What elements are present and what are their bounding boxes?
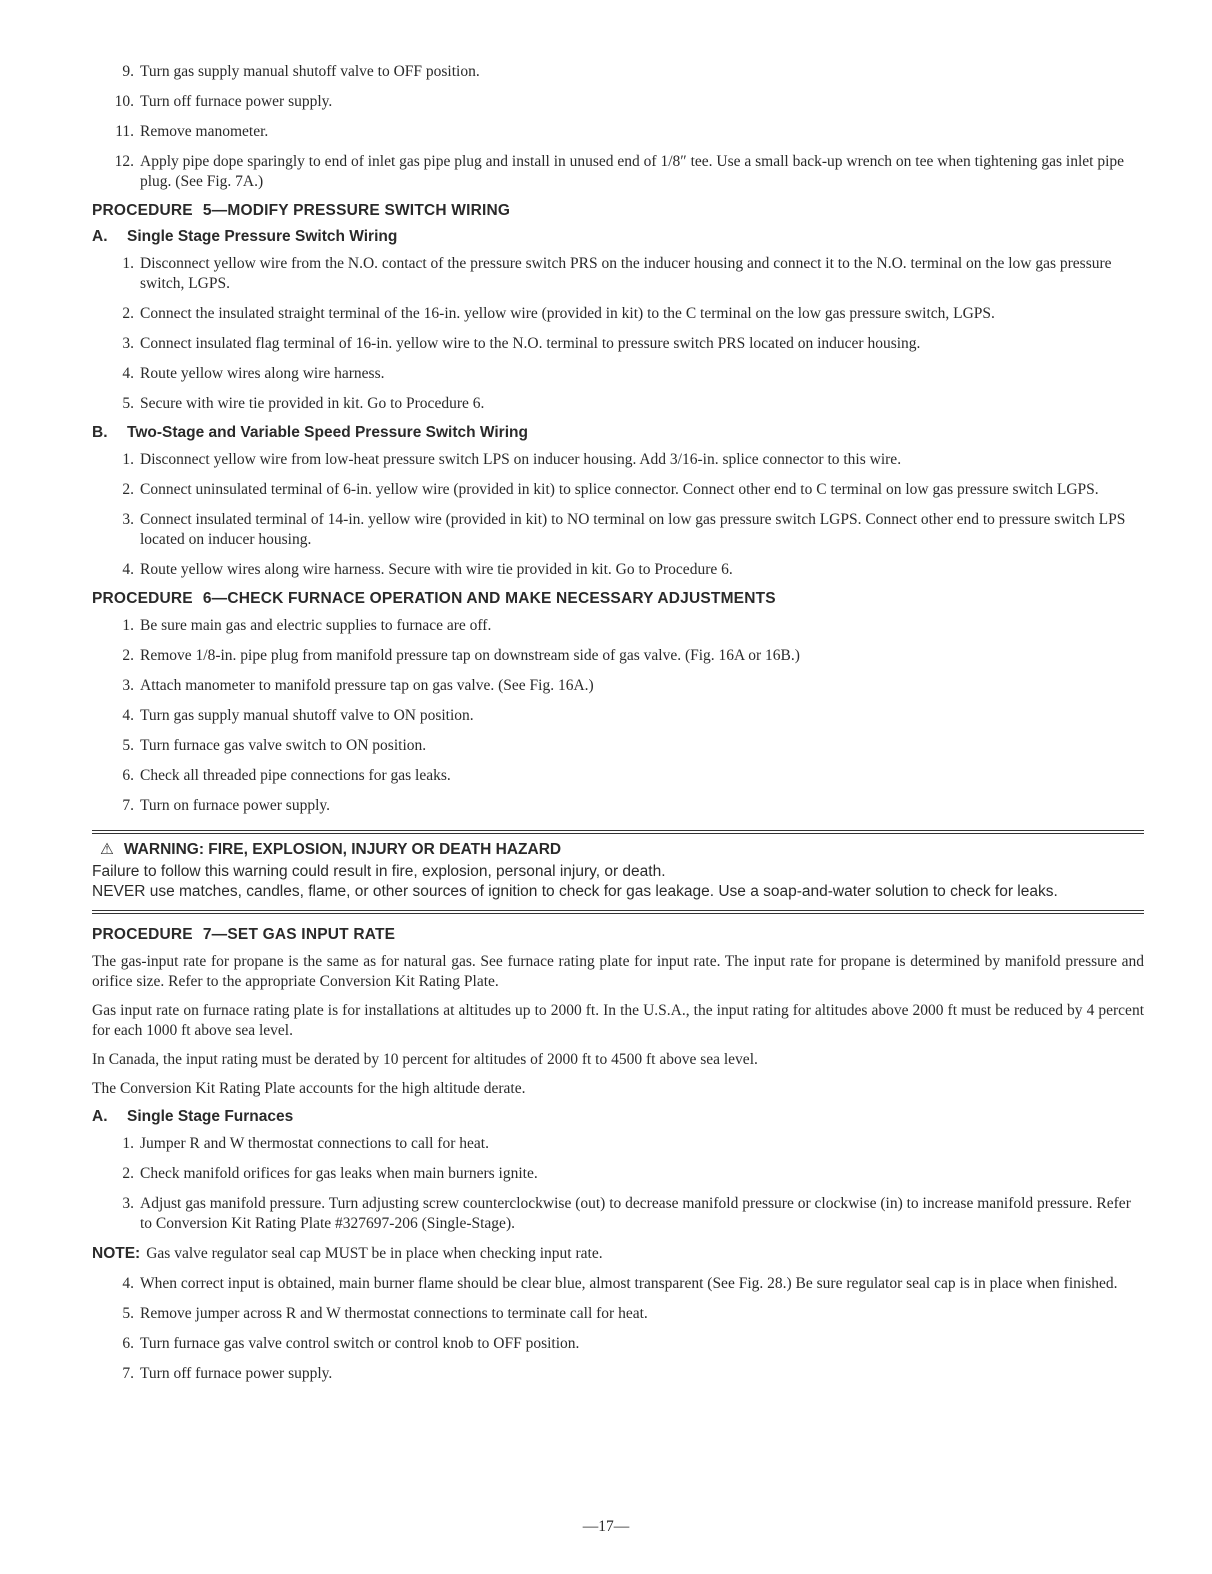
list-item bbox=[92, 510, 1144, 550]
step-text: Route yellow wires along wire harness. bbox=[140, 365, 385, 382]
document-page bbox=[92, 62, 1144, 1394]
step-text: Connect insulated terminal of 14-in. yellow wire (provided in kit) to NO terminal on low gas pressure switch LGPS. Connect other end to pressure switch LPS located on inducer housing. bbox=[140, 511, 1126, 548]
note-label: NOTE: bbox=[92, 1245, 141, 1262]
procedure-title: 7—SET GAS INPUT RATE bbox=[202, 926, 396, 943]
section-title: Two-Stage and Variable Speed Pressure Switch Wiring bbox=[127, 424, 528, 441]
step-text: Connect the insulated straight terminal of the 16-in. yellow wire (provided in kit) to the C terminal on the low gas pressure switch, LGPS. bbox=[140, 305, 995, 322]
list-item bbox=[92, 1194, 1144, 1234]
step-text: Turn gas supply manual shutoff valve to ON position. bbox=[140, 707, 474, 724]
list-item bbox=[92, 254, 1144, 294]
procedure-5-heading bbox=[92, 202, 1144, 220]
procedure-5a-steps bbox=[92, 254, 1144, 414]
step-number: 2. bbox=[122, 1165, 134, 1182]
warning-title-text: WARNING: FIRE, EXPLOSION, INJURY OR DEATH HAZARD bbox=[123, 841, 562, 858]
section-title: Single Stage Pressure Switch Wiring bbox=[127, 228, 398, 245]
procedure-7a-steps-continued bbox=[92, 1274, 1144, 1384]
warning-line-2: NEVER use matches, candles, flame, or other sources of ignition to check for gas leakage. Use a soap-and-water solution to check for leaks. bbox=[92, 883, 1058, 900]
procedure-7-heading bbox=[92, 926, 1144, 944]
list-item bbox=[92, 480, 1144, 500]
procedure-title: 5—MODIFY PRESSURE SWITCH WIRING bbox=[202, 202, 511, 219]
list-item bbox=[92, 92, 1144, 112]
step-number: 12. bbox=[114, 153, 134, 170]
step-number: 4. bbox=[122, 561, 134, 578]
list-item bbox=[92, 766, 1144, 786]
procedure-5b-steps bbox=[92, 450, 1144, 580]
section-title: Single Stage Furnaces bbox=[127, 1108, 294, 1125]
list-item bbox=[92, 122, 1144, 142]
step-number: 10. bbox=[114, 93, 134, 110]
step-text: When correct input is obtained, main burner flame should be clear blue, almost transparent (See Fig. 28.) Be sure regulator seal cap is in place when finished. bbox=[140, 1275, 1118, 1292]
paragraph: The Conversion Kit Rating Plate accounts for the high altitude derate. bbox=[92, 1080, 526, 1097]
procedure-6-steps bbox=[92, 616, 1144, 816]
list-item bbox=[92, 152, 1144, 192]
page-number: —17— bbox=[582, 1518, 630, 1535]
step-number: 4. bbox=[122, 365, 134, 382]
list-item bbox=[92, 1334, 1144, 1354]
procedure-label: PROCEDURE bbox=[92, 590, 193, 607]
list-item bbox=[92, 62, 1144, 82]
section-a-heading bbox=[92, 1108, 1144, 1126]
section-letter: A. bbox=[92, 228, 108, 245]
step-number: 3. bbox=[122, 1195, 134, 1212]
step-text: Check all threaded pipe connections for gas leaks. bbox=[140, 767, 451, 784]
note-text: Gas valve regulator seal cap MUST be in place when checking input rate. bbox=[146, 1245, 603, 1262]
step-number: 11. bbox=[115, 123, 134, 140]
step-number: 3. bbox=[122, 335, 134, 352]
step-number: 7. bbox=[122, 1365, 134, 1382]
step-text: Turn furnace gas valve switch to ON position. bbox=[140, 737, 427, 754]
step-number: 7. bbox=[122, 797, 134, 814]
list-item bbox=[92, 1364, 1144, 1384]
list-item bbox=[92, 676, 1144, 696]
procedure-7-paragraphs bbox=[92, 952, 1144, 1099]
list-item bbox=[92, 616, 1144, 636]
step-text: Turn off furnace power supply. bbox=[140, 1365, 333, 1382]
list-item bbox=[92, 1304, 1144, 1324]
step-number: 1. bbox=[122, 451, 134, 468]
paragraph: In Canada, the input rating must be derated by 10 percent for altitudes of 2000 ft to 4500 ft above sea level. bbox=[92, 1051, 758, 1068]
step-number: 1. bbox=[122, 1135, 134, 1152]
step-text: Disconnect yellow wire from the N.O. contact of the pressure switch PRS on the inducer housing and connect it to the N.O. terminal on the low gas pressure switch, LGPS. bbox=[140, 255, 1112, 292]
step-text: Turn gas supply manual shutoff valve to OFF position. bbox=[140, 63, 480, 80]
step-text: Apply pipe dope sparingly to end of inlet gas pipe plug and install in unused end of 1/8″ tee. Use a small back-up wrench on tee when tightening gas inlet pipe plug. (See Fig. 7A.) bbox=[140, 153, 1125, 190]
note bbox=[92, 1244, 1144, 1264]
list-item bbox=[92, 364, 1144, 384]
step-number: 6. bbox=[122, 1335, 134, 1352]
step-number: 4. bbox=[122, 1275, 134, 1292]
list-item bbox=[92, 1134, 1144, 1154]
list-item bbox=[92, 450, 1144, 470]
warning-triangle-icon: ⚠ bbox=[100, 841, 114, 858]
step-number: 2. bbox=[122, 647, 134, 664]
step-text: Attach manometer to manifold pressure tap on gas valve. (See Fig. 16A.) bbox=[140, 677, 594, 694]
step-text: Turn on furnace power supply. bbox=[140, 797, 330, 814]
warning-line-1: Failure to follow this warning could result in fire, explosion, personal injury, or death. bbox=[92, 863, 666, 880]
list-item bbox=[92, 1274, 1144, 1294]
step-text: Be sure main gas and electric supplies to furnace are off. bbox=[140, 617, 492, 634]
step-number: 5. bbox=[122, 1305, 134, 1322]
procedure-label: PROCEDURE bbox=[92, 926, 193, 943]
warning-title bbox=[100, 840, 1144, 859]
step-text: Turn off furnace power supply. bbox=[140, 93, 333, 110]
procedure-title: 6—CHECK FURNACE OPERATION AND MAKE NECESSARY ADJUSTMENTS bbox=[202, 590, 776, 607]
section-letter: B. bbox=[92, 424, 108, 441]
list-item bbox=[92, 560, 1144, 580]
step-number: 9. bbox=[122, 63, 134, 80]
step-text: Jumper R and W thermostat connections to call for heat. bbox=[140, 1135, 489, 1152]
continued-steps-list bbox=[92, 62, 1144, 192]
section-a-heading bbox=[92, 228, 1144, 246]
step-number: 3. bbox=[122, 511, 134, 528]
step-number: 6. bbox=[122, 767, 134, 784]
step-text: Turn furnace gas valve control switch or control knob to OFF position. bbox=[140, 1335, 580, 1352]
list-item bbox=[92, 394, 1144, 414]
step-text: Remove manometer. bbox=[140, 123, 269, 140]
list-item bbox=[92, 796, 1144, 816]
step-number: 3. bbox=[122, 677, 134, 694]
step-text: Secure with wire tie provided in kit. Go to Procedure 6. bbox=[140, 395, 485, 412]
step-number: 1. bbox=[122, 617, 134, 634]
step-text: Connect insulated flag terminal of 16-in. yellow wire to the N.O. terminal to pressure switch PRS located on inducer housing. bbox=[140, 335, 921, 352]
list-item bbox=[92, 334, 1144, 354]
list-item bbox=[92, 736, 1144, 756]
step-number: 4. bbox=[122, 707, 134, 724]
step-number: 2. bbox=[122, 305, 134, 322]
procedure-label: PROCEDURE bbox=[92, 202, 193, 219]
list-item bbox=[92, 706, 1144, 726]
section-letter: A. bbox=[92, 1108, 108, 1125]
step-text: Check manifold orifices for gas leaks when main burners ignite. bbox=[140, 1165, 538, 1182]
step-text: Remove 1/8-in. pipe plug from manifold pressure tap on downstream side of gas valve. (Fig. 16A or 16B.) bbox=[140, 647, 800, 664]
step-number: 5. bbox=[122, 737, 134, 754]
section-b-heading bbox=[92, 424, 1144, 442]
step-number: 5. bbox=[122, 395, 134, 412]
step-text: Remove jumper across R and W thermostat connections to terminate call for heat. bbox=[140, 1305, 648, 1322]
procedure-6-heading bbox=[92, 590, 1144, 608]
step-text: Disconnect yellow wire from low-heat pressure switch LPS on inducer housing. Add 3/16-in. splice connector to this wire. bbox=[140, 451, 902, 468]
warning-box bbox=[92, 830, 1144, 914]
step-number: 1. bbox=[122, 255, 134, 272]
step-text: Route yellow wires along wire harness. Secure with wire tie provided in kit. Go to Procedure 6. bbox=[140, 561, 733, 578]
list-item bbox=[92, 304, 1144, 324]
list-item bbox=[92, 646, 1144, 666]
procedure-7a-steps bbox=[92, 1134, 1144, 1234]
paragraph: The gas-input rate for propane is the same as for natural gas. See furnace rating plate for input rate. The input rate for propane is determined by manifold pressure and orifice size. Refer to the appropriate Conversion Kit Rating Plate. bbox=[92, 953, 1144, 990]
list-item bbox=[92, 1164, 1144, 1184]
step-number: 2. bbox=[122, 481, 134, 498]
step-text: Connect uninsulated terminal of 6-in. yellow wire (provided in kit) to splice connector. Connect other end to C terminal on low gas pressure switch LGPS. bbox=[140, 481, 1099, 498]
paragraph: Gas input rate on furnace rating plate is for installations at altitudes up to 2000 ft. In the U.S.A., the input rating for altitudes above 2000 ft must be reduced by 4 percent for each 1000 ft above sea level. bbox=[92, 1002, 1144, 1039]
step-text: Adjust gas manifold pressure. Turn adjusting screw counterclockwise (out) to decrease manifold pressure or clockwise (in) to increase manifold pressure. Refer to Conversion Kit Rating Plate #327697-206 (Single-Stage). bbox=[140, 1195, 1131, 1232]
